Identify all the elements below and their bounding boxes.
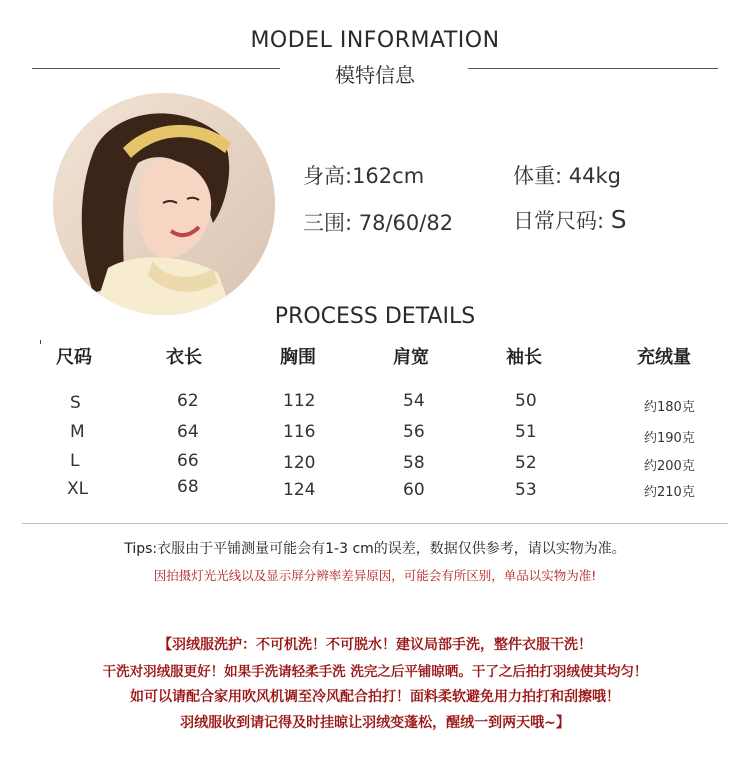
- title-chinese: 模特信息: [335, 63, 415, 87]
- cell-length: 68: [177, 477, 199, 497]
- header-size: 尺码: [56, 347, 92, 368]
- cell-down-fill: 约190克: [644, 431, 695, 446]
- divider: [22, 523, 728, 524]
- model-weight: 体重: 44kg: [513, 164, 621, 188]
- cell-shoulder: 56: [403, 422, 425, 442]
- cell-shoulder: 54: [403, 391, 425, 411]
- cell-length: 64: [177, 422, 199, 442]
- model-height: 身高:162cm: [303, 164, 425, 188]
- title-english: MODEL INFORMATION: [250, 28, 500, 53]
- cell-length: 62: [177, 391, 199, 411]
- cell-size: S: [70, 393, 81, 413]
- model-size-value: S: [610, 205, 627, 234]
- care-line: 羽绒服收到请记得及时挂晾让羽绒变蓬松，醒绒一到两天哦~】: [180, 715, 570, 731]
- cell-chest: 120: [283, 453, 316, 473]
- care-line: 如可以请配合家用吹风机调至冷风配合拍打！面料柔软避免用力拍打和刮擦哦！: [130, 689, 620, 705]
- care-line: 干洗对羽绒服更好！如果手洗请轻柔手洗 洗完之后平铺晾晒。干了之后拍打羽绒使其均匀！: [102, 664, 648, 680]
- cell-size: XL: [67, 479, 89, 499]
- cell-shoulder: 60: [403, 480, 425, 500]
- header-shoulder: 肩宽: [393, 347, 429, 368]
- header-down-fill: 充绒量: [637, 347, 691, 368]
- display-disclaimer: 因拍摄灯光光线以及显示屏分辨率差异原因，可能会有所区别，单品以实物为准!: [153, 568, 597, 583]
- process-title: PROCESS DETAILS: [274, 304, 476, 329]
- cell-chest: 116: [283, 422, 316, 442]
- cell-down-fill: 约180克: [644, 400, 695, 415]
- model-size-label: 日常尺码:: [513, 209, 611, 233]
- cell-size: M: [70, 422, 85, 442]
- tips-note: Tips:衣服由于平铺测量可能会有1-3 cm的误差，数据仅供参考，请以实物为准。: [124, 541, 626, 557]
- cell-chest: 112: [283, 391, 316, 411]
- care-line: 【羽绒服洗护：不可机洗！不可脱水！建议局部手洗，整件衣服干洗！: [158, 637, 592, 653]
- cell-down-fill: 约200克: [644, 459, 695, 474]
- cell-sleeve: 52: [515, 453, 537, 473]
- table-corner-mark: [40, 340, 41, 344]
- cell-sleeve: 51: [515, 422, 537, 442]
- cell-length: 66: [177, 451, 199, 471]
- header-sleeve: 袖长: [506, 347, 542, 368]
- header-chest: 胸围: [280, 347, 316, 368]
- cell-shoulder: 58: [403, 453, 425, 473]
- cell-chest: 124: [283, 480, 316, 500]
- cell-down-fill: 约210克: [644, 485, 695, 500]
- model-portrait-icon: [53, 93, 275, 315]
- model-measurements: 三围: 78/60/82: [303, 211, 454, 235]
- header-length: 衣长: [166, 347, 202, 368]
- cell-sleeve: 50: [515, 391, 537, 411]
- model-size: [513, 205, 627, 235]
- cell-sleeve: 53: [515, 480, 537, 500]
- cell-size: L: [70, 451, 80, 471]
